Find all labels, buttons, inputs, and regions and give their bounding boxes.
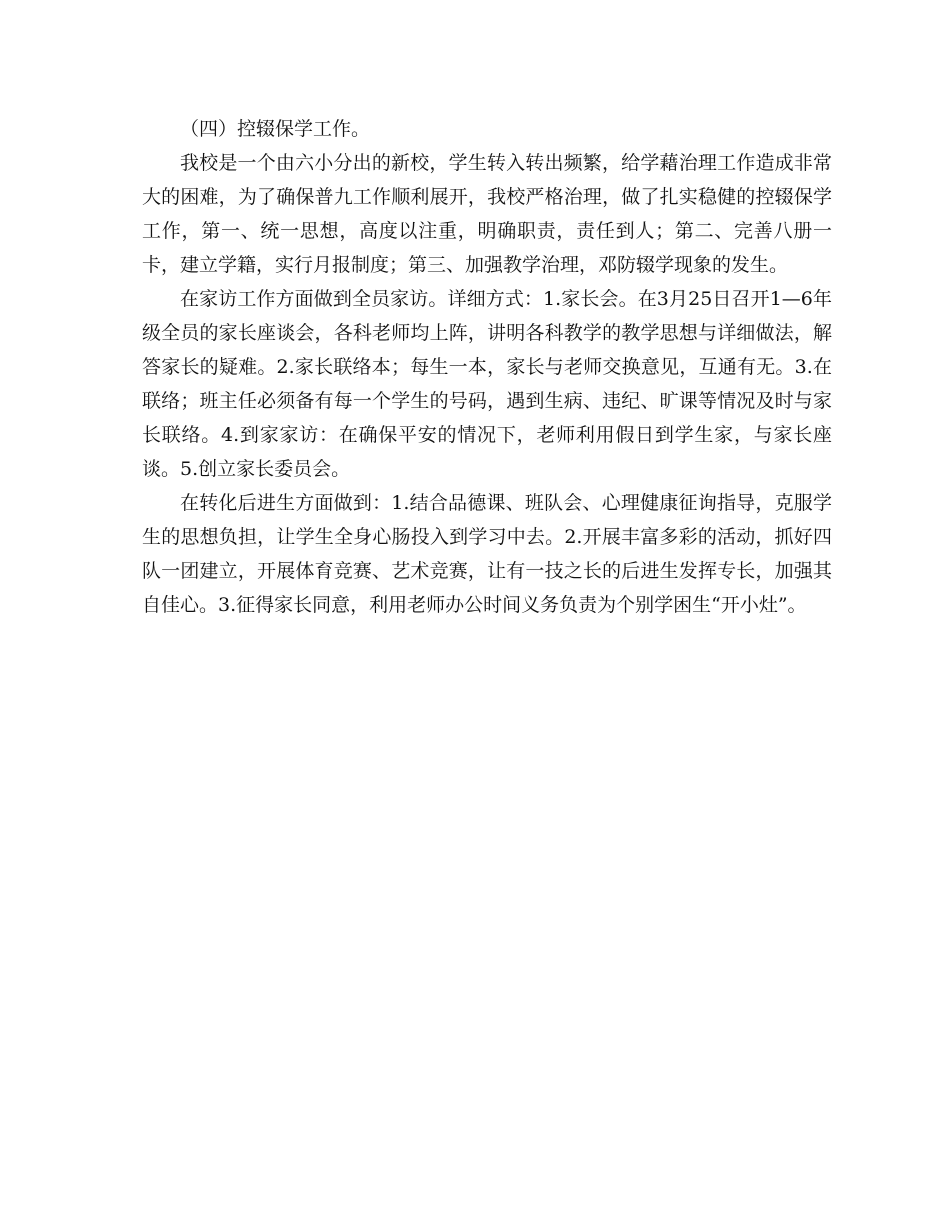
paragraph-home-visits: 在家访工作方面做到全员家访。详细方式：1.家长会。在3月25日召开1—6年级全员的家长座谈会，各科老师均上阵，讲明各科教学的教学思想与详细做法，解答家长的疑难。2.家长联络本；每生一本，家长与老师交换意见，互通有无。3.在联络；班主任必须备有每一个学生的号码，遇到生病、违纪、旷课等情况及时与家长联络。4.到家家访：在确保平安的情况下，老师利用假日到学生家，与家长座谈。5.创立家长委员会。 [142, 288, 832, 480]
document-page [142, 112, 832, 622]
paragraph-struggling-students: 在转化后进生方面做到：1.结合品德课、班队会、心理健康征询指导，克服学生的思想负担，让学生全身心肠投入到学习中去。2.开展丰富多彩的活动，抓好四队一团建立，开展体育竞赛、艺术竞赛，让有一技之长的后进生发挥专长，加强其自佳心。3.征得家长同意，利用老师办公时间义务负责为个别学困生“开小灶”。 [142, 492, 832, 616]
paragraph-dropout-control: 我校是一个由六小分出的新校，学生转入转出频繁，给学藉治理工作造成非常大的困难，为了确保普九工作顺利展开，我校严格治理，做了扎实稳健的控辍保学工作，第一、统一思想，高度以注重，明确职责，责任到人；第二、完善八册一卡，建立学籍，实行月报制度；第三、加强教学治理，邓防辍学现象的发生。 [142, 152, 832, 276]
section-heading: （四）控辍保学工作。 [180, 118, 371, 140]
